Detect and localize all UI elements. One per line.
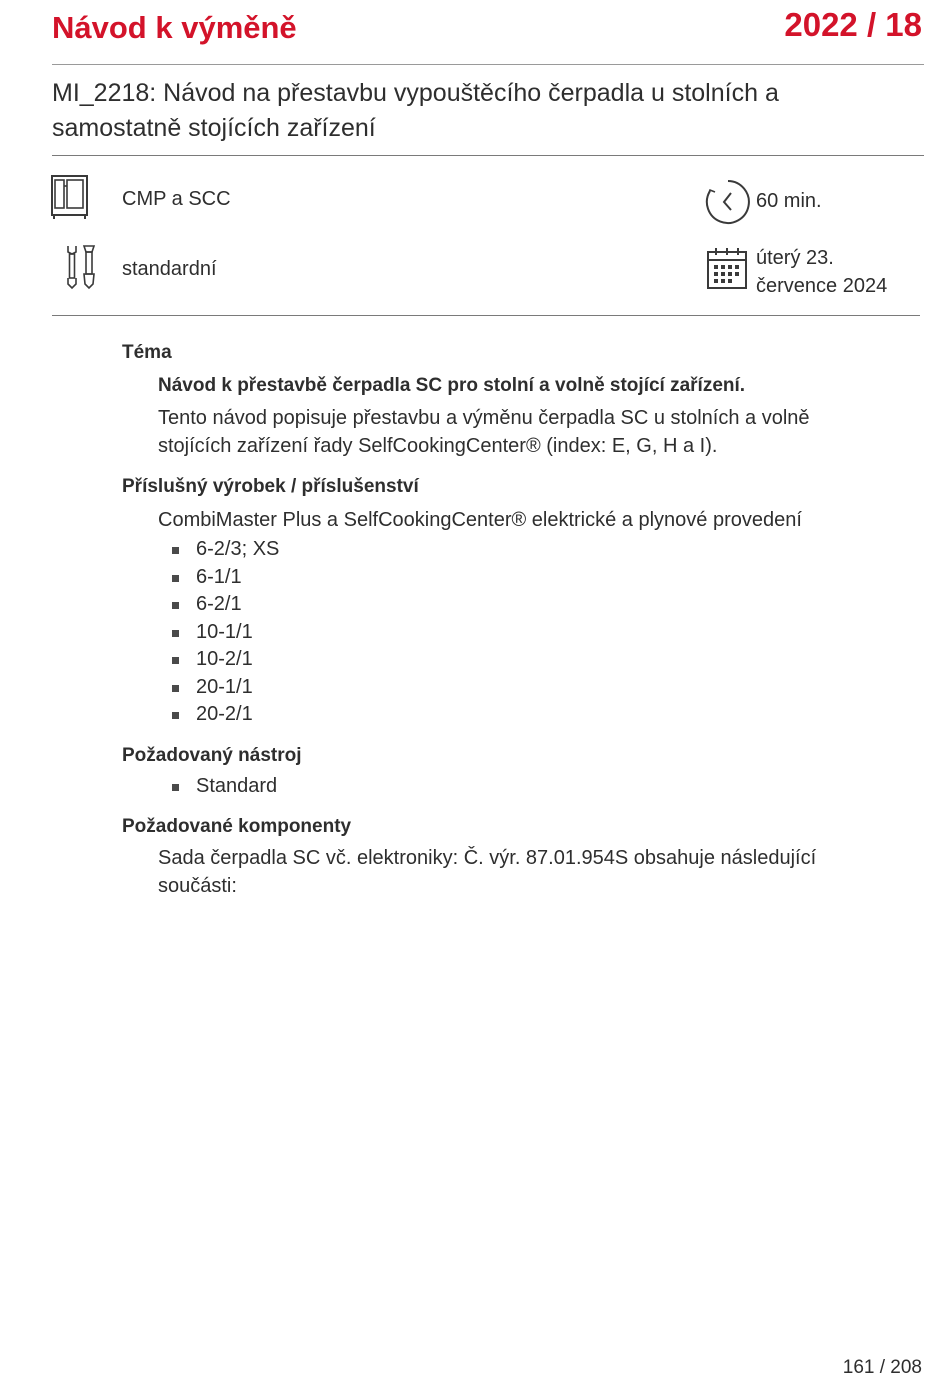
- issue-number: 2022 / 18: [784, 6, 922, 43]
- calendar-icon: [706, 246, 750, 292]
- list-item: 6-2/3; XS: [158, 536, 882, 564]
- list-item: 20-2/1: [158, 701, 882, 729]
- list-item: 10-1/1: [158, 619, 882, 647]
- section-heading: Téma: [122, 342, 172, 363]
- products-intro: CombiMaster Plus a SelfCookingCenter® elektrické a plynové provedení: [158, 509, 802, 531]
- section-components: [122, 812, 882, 900]
- tools-list: [158, 773, 882, 801]
- date-line-2: července 2024: [756, 275, 888, 297]
- section-tools: [122, 741, 882, 801]
- header-divider: [52, 64, 924, 65]
- list-item: 6-1/1: [158, 564, 882, 592]
- page-title: Návod k výměně: [52, 10, 297, 45]
- date-label: [756, 244, 887, 300]
- subtitle-divider: [52, 155, 924, 156]
- components-text: Sada čerpadla SC vč. elektroniky: Č. výr. 87.01.954S obsahuje následující součásti:: [158, 847, 817, 897]
- main-content: [122, 338, 882, 900]
- section-heading: Příslušný výrobek / příslušenství: [122, 476, 419, 497]
- page-number: 161 / 208: [842, 1357, 922, 1378]
- list-item: Standard: [158, 773, 882, 801]
- topic-text: Tento návod popisuje přestavbu a výměnu čerpadla SC u stolních a volně stojících zařízení řady SelfCookingCenter® (index: E, G, H a I).: [158, 407, 810, 457]
- topic-lead: Návod k přestavbě čerpadla SC pro stolní a volně stojící zařízení.: [158, 375, 746, 396]
- section-products: [122, 472, 882, 729]
- oven-icon: [50, 174, 90, 220]
- meta-divider: [52, 315, 920, 316]
- list-item: 10-2/1: [158, 646, 882, 674]
- clock-icon: [704, 178, 752, 226]
- device-label: CMP a SCC: [122, 188, 231, 210]
- section-topic: [122, 338, 882, 460]
- document-subtitle: MI_2218: Návod na přestavbu vypouštěcího čerpadla u stolních a samostatně stojících zařízení: [52, 79, 779, 142]
- tool-level-label: standardní: [122, 258, 217, 280]
- section-heading: Požadovaný nástroj: [122, 744, 302, 766]
- list-item: 20-1/1: [158, 674, 882, 702]
- duration-label: 60 min.: [756, 190, 822, 212]
- list-item: 6-2/1: [158, 591, 882, 619]
- section-heading: Požadované komponenty: [122, 816, 352, 837]
- products-list: [158, 536, 882, 729]
- wrench-screwdriver-icon: [64, 244, 98, 290]
- date-line-1: úterý 23.: [756, 247, 834, 269]
